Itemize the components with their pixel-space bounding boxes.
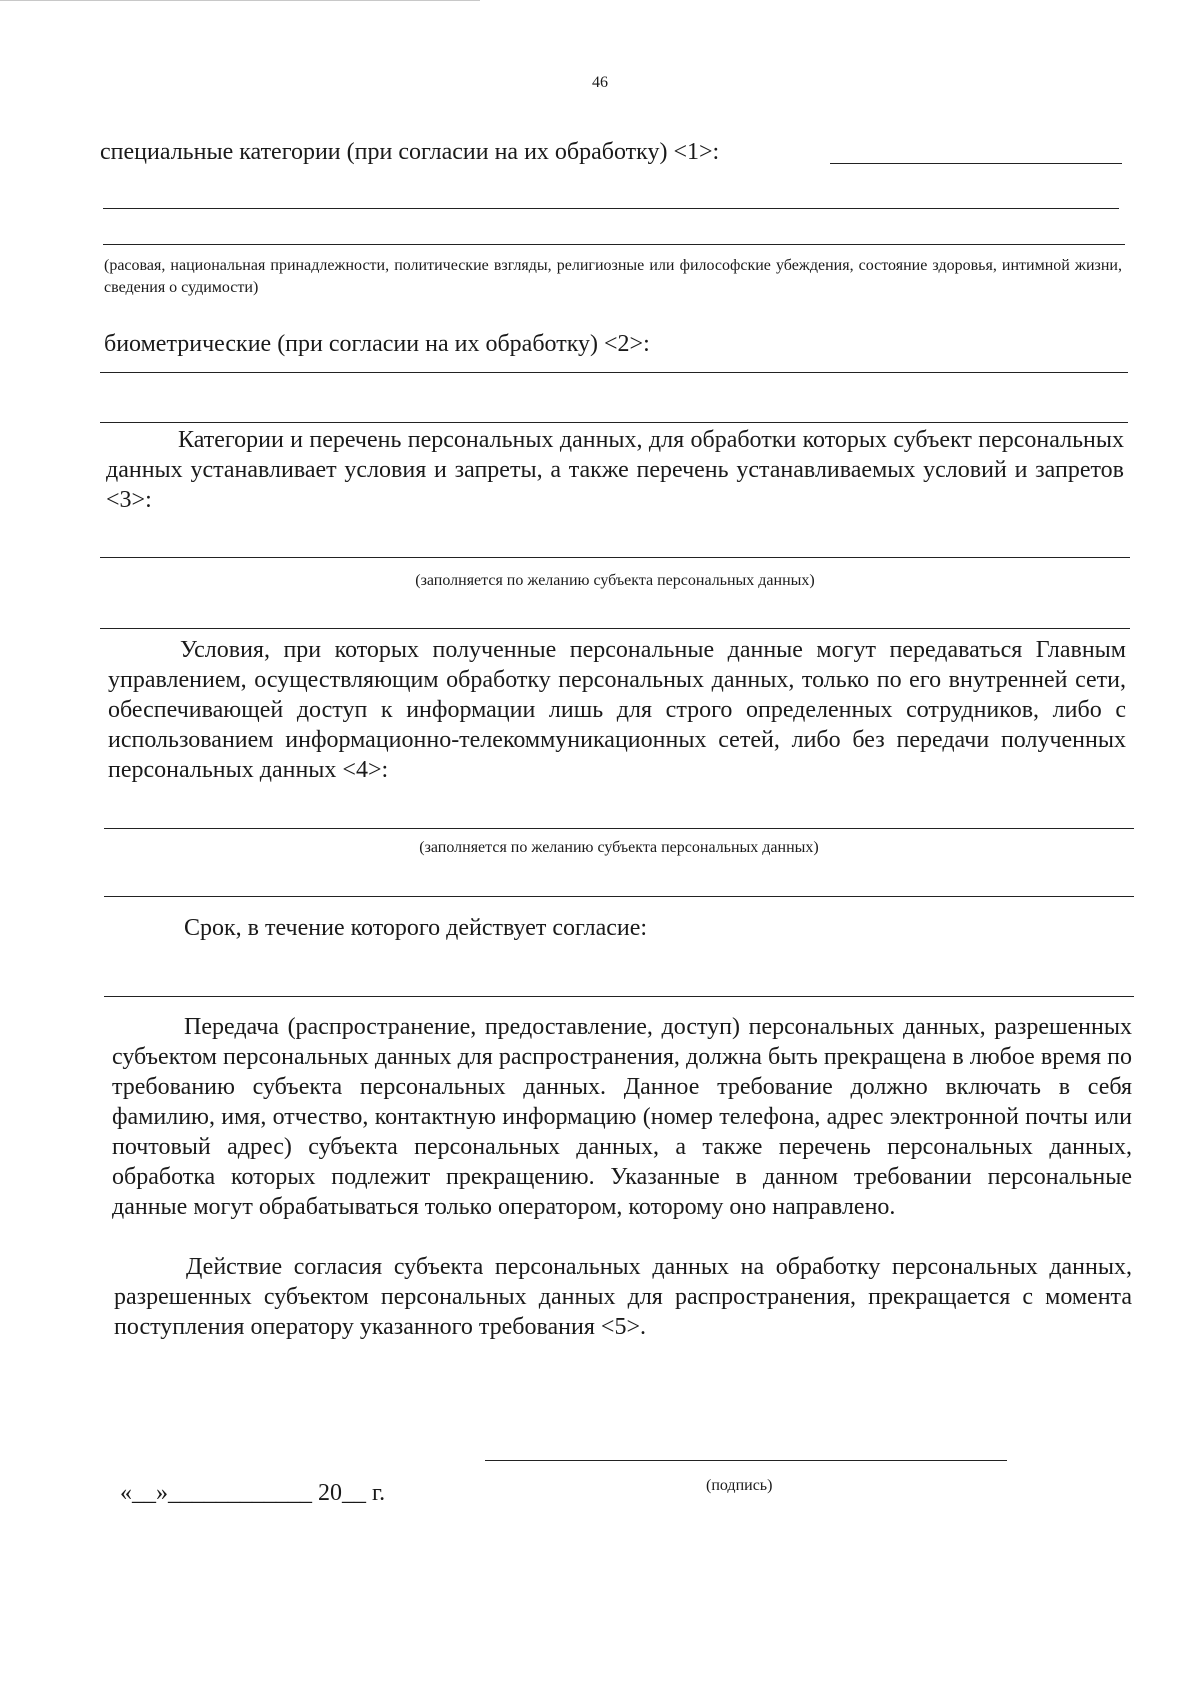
scan-edge-line bbox=[0, 0, 480, 1]
signature-label: (подпись) bbox=[706, 1477, 773, 1494]
transfer-blank bbox=[104, 828, 1134, 829]
conditions-blank bbox=[100, 557, 1130, 558]
page-number: 46 bbox=[592, 74, 608, 91]
special-categories-label: специальные категории (при согласии на их обработку) <1>: bbox=[100, 139, 720, 165]
transfer-note: (заполняется по желанию субъекта персональных данных) bbox=[419, 839, 819, 856]
biometric-blank bbox=[100, 372, 1128, 373]
term-label: Срок, в течение которого действует согласие: bbox=[184, 915, 648, 941]
transfer-paragraph: Условия, при которых полученные персональные данные могут передаваться Главным управлением, осуществляющим обработку персональных данных, только по его внутренней сети, обеспечивающей доступ к информации лишь для строго определенных сотрудников, либо с использованием информационно-телекоммуникационных сетей, либо без передачи полученных персональных данных <4>: bbox=[108, 637, 1126, 783]
biometric-blank-2 bbox=[100, 422, 1128, 423]
conditions-paragraph: Категории и перечень персональных данных, для обработки которых субъект персональных данных устанавливает условия и запреты, а также перечень устанавливаемых условий и запретов <3>: bbox=[106, 427, 1124, 513]
date-field: «__»____________ 20__ г. bbox=[120, 1480, 386, 1506]
termination-paragraph-1: Передача (распространение, предоставление, доступ) персональных данных, разрешенных субъектом персональных данных для распространения, должна быть прекращена в любое время по требованию субъекта персональных данных. Данное требование должно включать в себя фамилию, имя, отчество, контактную информацию (номер телефона, адрес электронной почты или почтовый адрес) субъекта персональных данных, а также перечень персональных данных, обработка которых подлежит прекращению. Указанные в данном требовании персональные данные могут обрабатываться только оператором, которому оно направлено. bbox=[112, 1014, 1132, 1220]
termination-paragraph-2: Действие согласия субъекта персональных данных на обработку персональных данных, разрешенных субъектом персональных данных для распространения, прекращается с момента поступления оператору указанного требования <5>. bbox=[114, 1254, 1132, 1340]
special-categories-note: (расовая, национальная принадлежности, политические взгляды, религиозные или философские убеждения, состояние здоровья, интимной жизни, сведения о судимости) bbox=[104, 257, 1122, 296]
special-categories-blank-3 bbox=[103, 244, 1125, 245]
transfer-blank-2 bbox=[104, 896, 1134, 897]
conditions-note: (заполняется по желанию субъекта персональных данных) bbox=[415, 572, 815, 589]
special-categories-blank-2 bbox=[103, 208, 1119, 209]
conditions-blank-2 bbox=[100, 628, 1130, 629]
signature-line bbox=[485, 1460, 1007, 1461]
biometric-label: биометрические (при согласии на их обработку) <2>: bbox=[104, 331, 650, 357]
term-blank bbox=[104, 996, 1134, 997]
special-categories-blank bbox=[830, 163, 1122, 164]
